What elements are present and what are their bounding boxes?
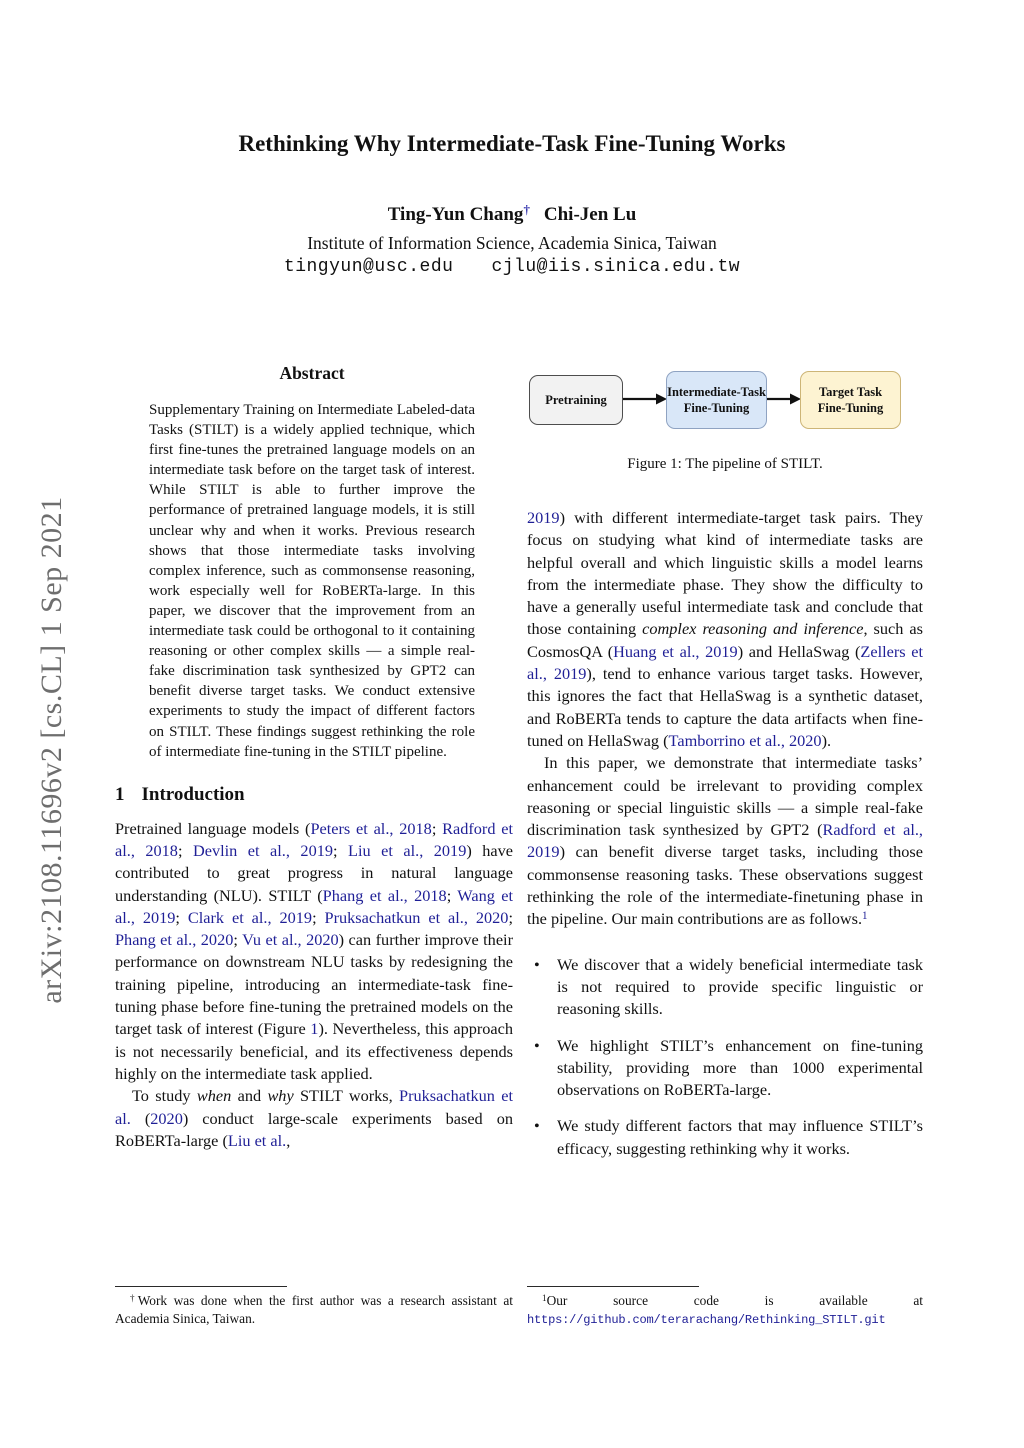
text-segment: ; — [431, 818, 443, 838]
figure-box-label: Pretraining — [545, 392, 607, 407]
text-segment: , such as CosmosQA ( — [527, 619, 923, 661]
citation-link[interactable]: Radford et al., 2018 — [115, 818, 514, 860]
text-segment: ; — [508, 907, 513, 927]
text-segment: ; — [177, 840, 193, 860]
bullet-icon: • — [534, 954, 540, 974]
right-column-body — [527, 507, 923, 1160]
right-column — [527, 360, 923, 1174]
footnote-rule — [527, 1286, 699, 1287]
section-title: Introduction — [141, 783, 245, 805]
footnote-text — [527, 1293, 923, 1329]
citation-link[interactable]: 1 — [862, 910, 868, 923]
citation-link[interactable]: Phang et al., 2018 — [322, 885, 447, 905]
text-segment: To study — [132, 1086, 197, 1106]
section-number: 1 — [115, 783, 125, 805]
citation-link[interactable]: 1 — [310, 1019, 319, 1039]
citation-link[interactable]: Vu et al., 2020 — [242, 930, 339, 950]
figure-box-label: Fine-Tuning — [683, 401, 750, 415]
text-segment: ) and HellaSwag ( — [737, 641, 861, 661]
list-item — [527, 954, 923, 1021]
intro-paragraph-2 — [115, 1085, 513, 1152]
figure-1-caption: Figure 1: The pipeline of STILT. — [627, 456, 823, 472]
email-address: cjlu@iis.sinica.edu.tw — [491, 257, 741, 277]
text-segment: and — [231, 1086, 268, 1106]
figure-box-target-task — [800, 371, 901, 429]
text-segment: ) can further improve their performance on downstream NLU tasks by redesigning the training pipeline, introducing an intermediate-task fine-tuning phase before fine-tuning the pretrained models on the target task of interest (Figure — [115, 930, 513, 1039]
text-segment: Pretrained language models ( — [115, 818, 311, 838]
citation-link[interactable]: Huang et al., 2019 — [613, 641, 738, 661]
bullet-icon: • — [534, 1035, 540, 1055]
text-segment: ) have contributed to great progress in natural language understanding (NLU). STILT ( — [115, 840, 513, 905]
text-segment: ) with different intermediate-target task pairs. They focus on studying what kind of intermediate tasks are helpful overall and which linguistic skills a model learns from the intermediate phase. They show the difficulty to have a generally useful intermediate task and conclude that those containing — [527, 508, 923, 639]
text-segment: when — [196, 1086, 232, 1106]
citation-link[interactable]: Zellers et al., 2019 — [527, 641, 923, 684]
paper-title: Rethinking Why Intermediate-Task Fine-Tuning Works — [238, 131, 786, 156]
list-item — [527, 1035, 923, 1102]
section-heading-introduction — [115, 784, 513, 806]
text-segment: ( — [130, 1108, 151, 1128]
citation-link[interactable]: Clark et al., 2019 — [187, 907, 313, 927]
list-item-text: We discover that a widely beneficial intermediate task is not required to provide specific linguistic or reasoning skills. — [557, 954, 923, 1019]
citation-link[interactable]: Devlin et al., 2019 — [192, 840, 333, 860]
text-segment: Work was done when the first author was a research assistant at Academia Sinica, Taiwan. — [115, 1293, 513, 1326]
footnote-rule — [115, 1286, 287, 1287]
email-address: tingyun@usc.edu — [283, 257, 454, 277]
author-name: Ting-Yun Chang — [387, 204, 524, 225]
abstract-body: Supplementary Training on Intermediate Labeled-data Tasks (STILT) is a widely applied technique, which first fine-tunes the pretrained language models on an intermediate task before on the target task of interest. While STILT is able to further improve the performance of pretrained language models, it is still unclear why and when it works. Previous research shows that those intermediate tasks involving complex inference, such as commonsense reasoning, work especially well for RoBERTa-large. In this paper, we discover that the improvement from an intermediate task could be orthogonal to it containing reasoning or other complex skills — a simple real-fake discrimination task synthesized by GPT2 can benefit diverse target tasks. We conduct extensive experiments to study the impact of different factors on STILT. These findings suggest rethinking the role of intermediate fine-tuning in the STILT pipeline. — [149, 402, 475, 760]
left-column — [115, 360, 513, 1152]
affiliation: Institute of Information Science, Academia Sinica, Taiwan — [307, 233, 717, 253]
author-dagger-marker: † — [523, 202, 530, 218]
body-paragraph-contributions — [527, 752, 923, 932]
citation-link[interactable]: Pruksachatkun et al., 2020 — [324, 907, 509, 927]
arrow-right-icon — [767, 392, 801, 406]
arrow-right-icon — [623, 392, 667, 406]
citation-link[interactable]: 2020 — [150, 1108, 183, 1128]
citation-link[interactable]: Liu et al. — [227, 1130, 287, 1150]
citation-link[interactable]: Pruksachatkun et al. — [115, 1086, 513, 1128]
text-segment: complex reasoning and inference — [642, 619, 864, 639]
text-segment: ; — [333, 840, 349, 860]
text-segment: , — [286, 1130, 291, 1150]
source-code-url[interactable]: https://github.com/terarachang/Rethinking_STILT.git — [527, 1312, 886, 1327]
text-segment: ). — [821, 730, 832, 750]
author-line — [0, 204, 1024, 226]
abstract-section — [149, 363, 475, 762]
figure-box-label: Target Task — [818, 384, 883, 399]
text-segment: ; — [175, 907, 188, 927]
text-segment: ; — [233, 930, 243, 950]
footnote-text — [115, 1293, 513, 1328]
citation-link[interactable]: 2019 — [527, 508, 560, 527]
text-segment: ; — [312, 907, 325, 927]
figure-1-pipeline — [527, 368, 923, 432]
text-segment: † — [130, 1292, 138, 1303]
bullet-icon: • — [534, 1116, 540, 1136]
abstract-heading: Abstract — [279, 363, 345, 383]
author-emails — [0, 257, 1024, 277]
figure-box-label: Fine-Tuning — [817, 401, 884, 415]
text-segment: ; — [446, 885, 458, 905]
text-segment: 1 — [542, 1292, 547, 1303]
footnote-affiliation — [115, 1286, 513, 1328]
figure-box-intermediate-task — [666, 371, 767, 429]
text-segment: ) conduct large-scale experiments based on RoBERTa-large ( — [115, 1108, 513, 1150]
list-item-text: We study different factors that may influence STILT’s efficacy, suggesting rethinking why it works. — [557, 1116, 923, 1158]
citation-link[interactable]: Peters et al., 2018 — [310, 818, 432, 838]
footnote-source-code — [527, 1286, 923, 1329]
list-item — [527, 1115, 923, 1160]
text-segment: ). Nevertheless, this approach is not necessarily beneficial, and its effectiveness depends highly on the intermediate task applied. — [115, 1019, 514, 1083]
text-segment: STILT works, — [293, 1086, 400, 1106]
author-name: Chi-Jen Lu — [543, 204, 637, 225]
contributions-list — [527, 954, 923, 1160]
intro-paragraph-1 — [115, 818, 513, 1086]
text-segment: why — [267, 1086, 294, 1106]
figure-box-label: Intermediate-Task — [667, 384, 766, 399]
citation-link[interactable]: Wang et al., 2019 — [115, 885, 513, 927]
citation-link[interactable]: Liu et al., 2019 — [348, 840, 467, 860]
arxiv-banner: arXiv:2108.11696v2 [cs.CL] 1 Sep 2021 — [35, 496, 68, 1004]
citation-link[interactable]: Phang et al., 2020 — [115, 930, 234, 950]
citation-link[interactable]: Radford et al., 2019 — [527, 820, 923, 862]
figure-box-pretraining — [529, 375, 623, 425]
list-item-text: We highlight STILT’s enhancement on fine-tuning stability, providing more than 1000 experimental observations on RoBERTa-large. — [557, 1035, 923, 1100]
body-paragraph-continued — [527, 507, 923, 752]
citation-link[interactable]: Tamborrino et al., 2020 — [668, 730, 822, 750]
text-segment: ), tend to enhance various target tasks. However, this ignores the fact that HellaSwag is a synthetic dataset, and RoBERTa tends to capture the data artifacts when fine-tuned on HellaSwag ( — [527, 664, 923, 750]
text-segment: ) can benefit diverse target tasks, including those commonsense reasoning tasks. These observations suggest rethinking the role of the intermediate-finetuning phase in the pipeline. Our main contributions are as follows. — [527, 842, 923, 929]
text-segment: In this paper, we demonstrate that intermediate tasks’ enhancement could be irrelevant to providing complex reasoning or special linguistic skills — a simple real-fake discrimination task synthesized by GPT2 ( — [527, 753, 923, 840]
text-segment: Our source code is available at — [546, 1293, 923, 1308]
